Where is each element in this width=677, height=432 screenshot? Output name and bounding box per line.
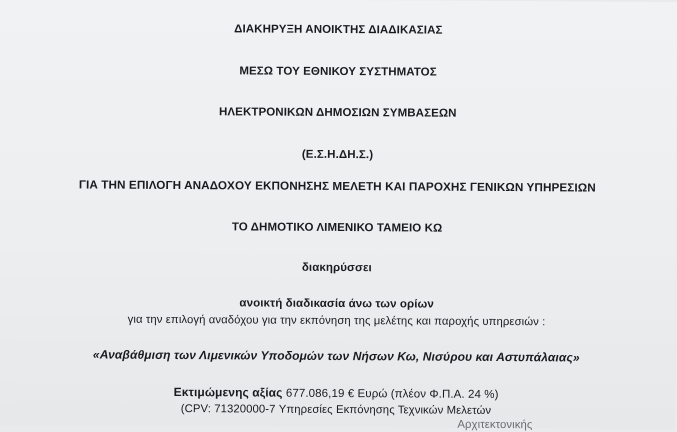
title-line-5: ΓΙΑ ΤΗΝ ΕΠΙΛΟΓΗ ΑΝΑΔΟΧΟΥ ΕΚΠΟΝΗΣΗΣ ΜΕΛΕΤΗ ΚΑΙ ΠΑΡΟΧΗΣ ΓΕΝΙΚΩΝ ΥΠΗΡΕΣΙΩΝ xyxy=(78,178,596,195)
title-line-2: ΜΕΣΩ ΤΟΥ ΕΘΝΙΚΟΥ ΣΥΣΤΗΜΑΤΟΣ xyxy=(239,65,437,79)
announces-verb: διακηρύσσει xyxy=(301,261,372,275)
contracting-authority: ΤΟ ΔΗΜΟΤΙΚΟ ΛΙΜΕΝΙΚΟ ΤΑΜΕΙΟ ΚΩ xyxy=(231,221,443,235)
estimated-value-amount: 677.086,19 € Ευρώ (πλέον Φ.Π.Α. 24 %) xyxy=(285,387,499,401)
cpv-continuation: Αρχιτεκτονικής xyxy=(457,418,533,432)
procedure-type: ανοικτή διαδικασία άνω των ορίων xyxy=(239,297,434,311)
title-acronym: (Ε.Σ.Η.ΔΗ.Σ.) xyxy=(301,148,374,162)
estimated-value-label: Εκτιμώμενης αξίας xyxy=(173,385,283,400)
estimated-value-line xyxy=(0,384,675,402)
cpv-code: (CPV: 71320000-7 Υπηρεσίες Εκπόνησης Τεχνικών Μελετών xyxy=(180,403,492,417)
title-line-3: ΗΛΕΚΤΡΟΝΙΚΩΝ ΔΗΜΟΣΙΩΝ ΣΥΜΒΑΣΕΩΝ xyxy=(218,106,457,120)
title-line-1: ΔΙΑΚΗΡΥΞΗ ΑΝΟΙΚΤΗΣ ΔΙΑΔΙΚΑΣΙΑΣ xyxy=(234,23,443,37)
purpose-text: για την επιλογή αναδόχου για την εκπόνηση της μελέτης και παροχής υπηρεσιών : xyxy=(127,313,546,329)
project-title: «Αναβάθμιση των Λιμενικών Υποδομών των Νήσων Κω, Νισύρου και Αστυπάλαιας» xyxy=(92,347,580,365)
